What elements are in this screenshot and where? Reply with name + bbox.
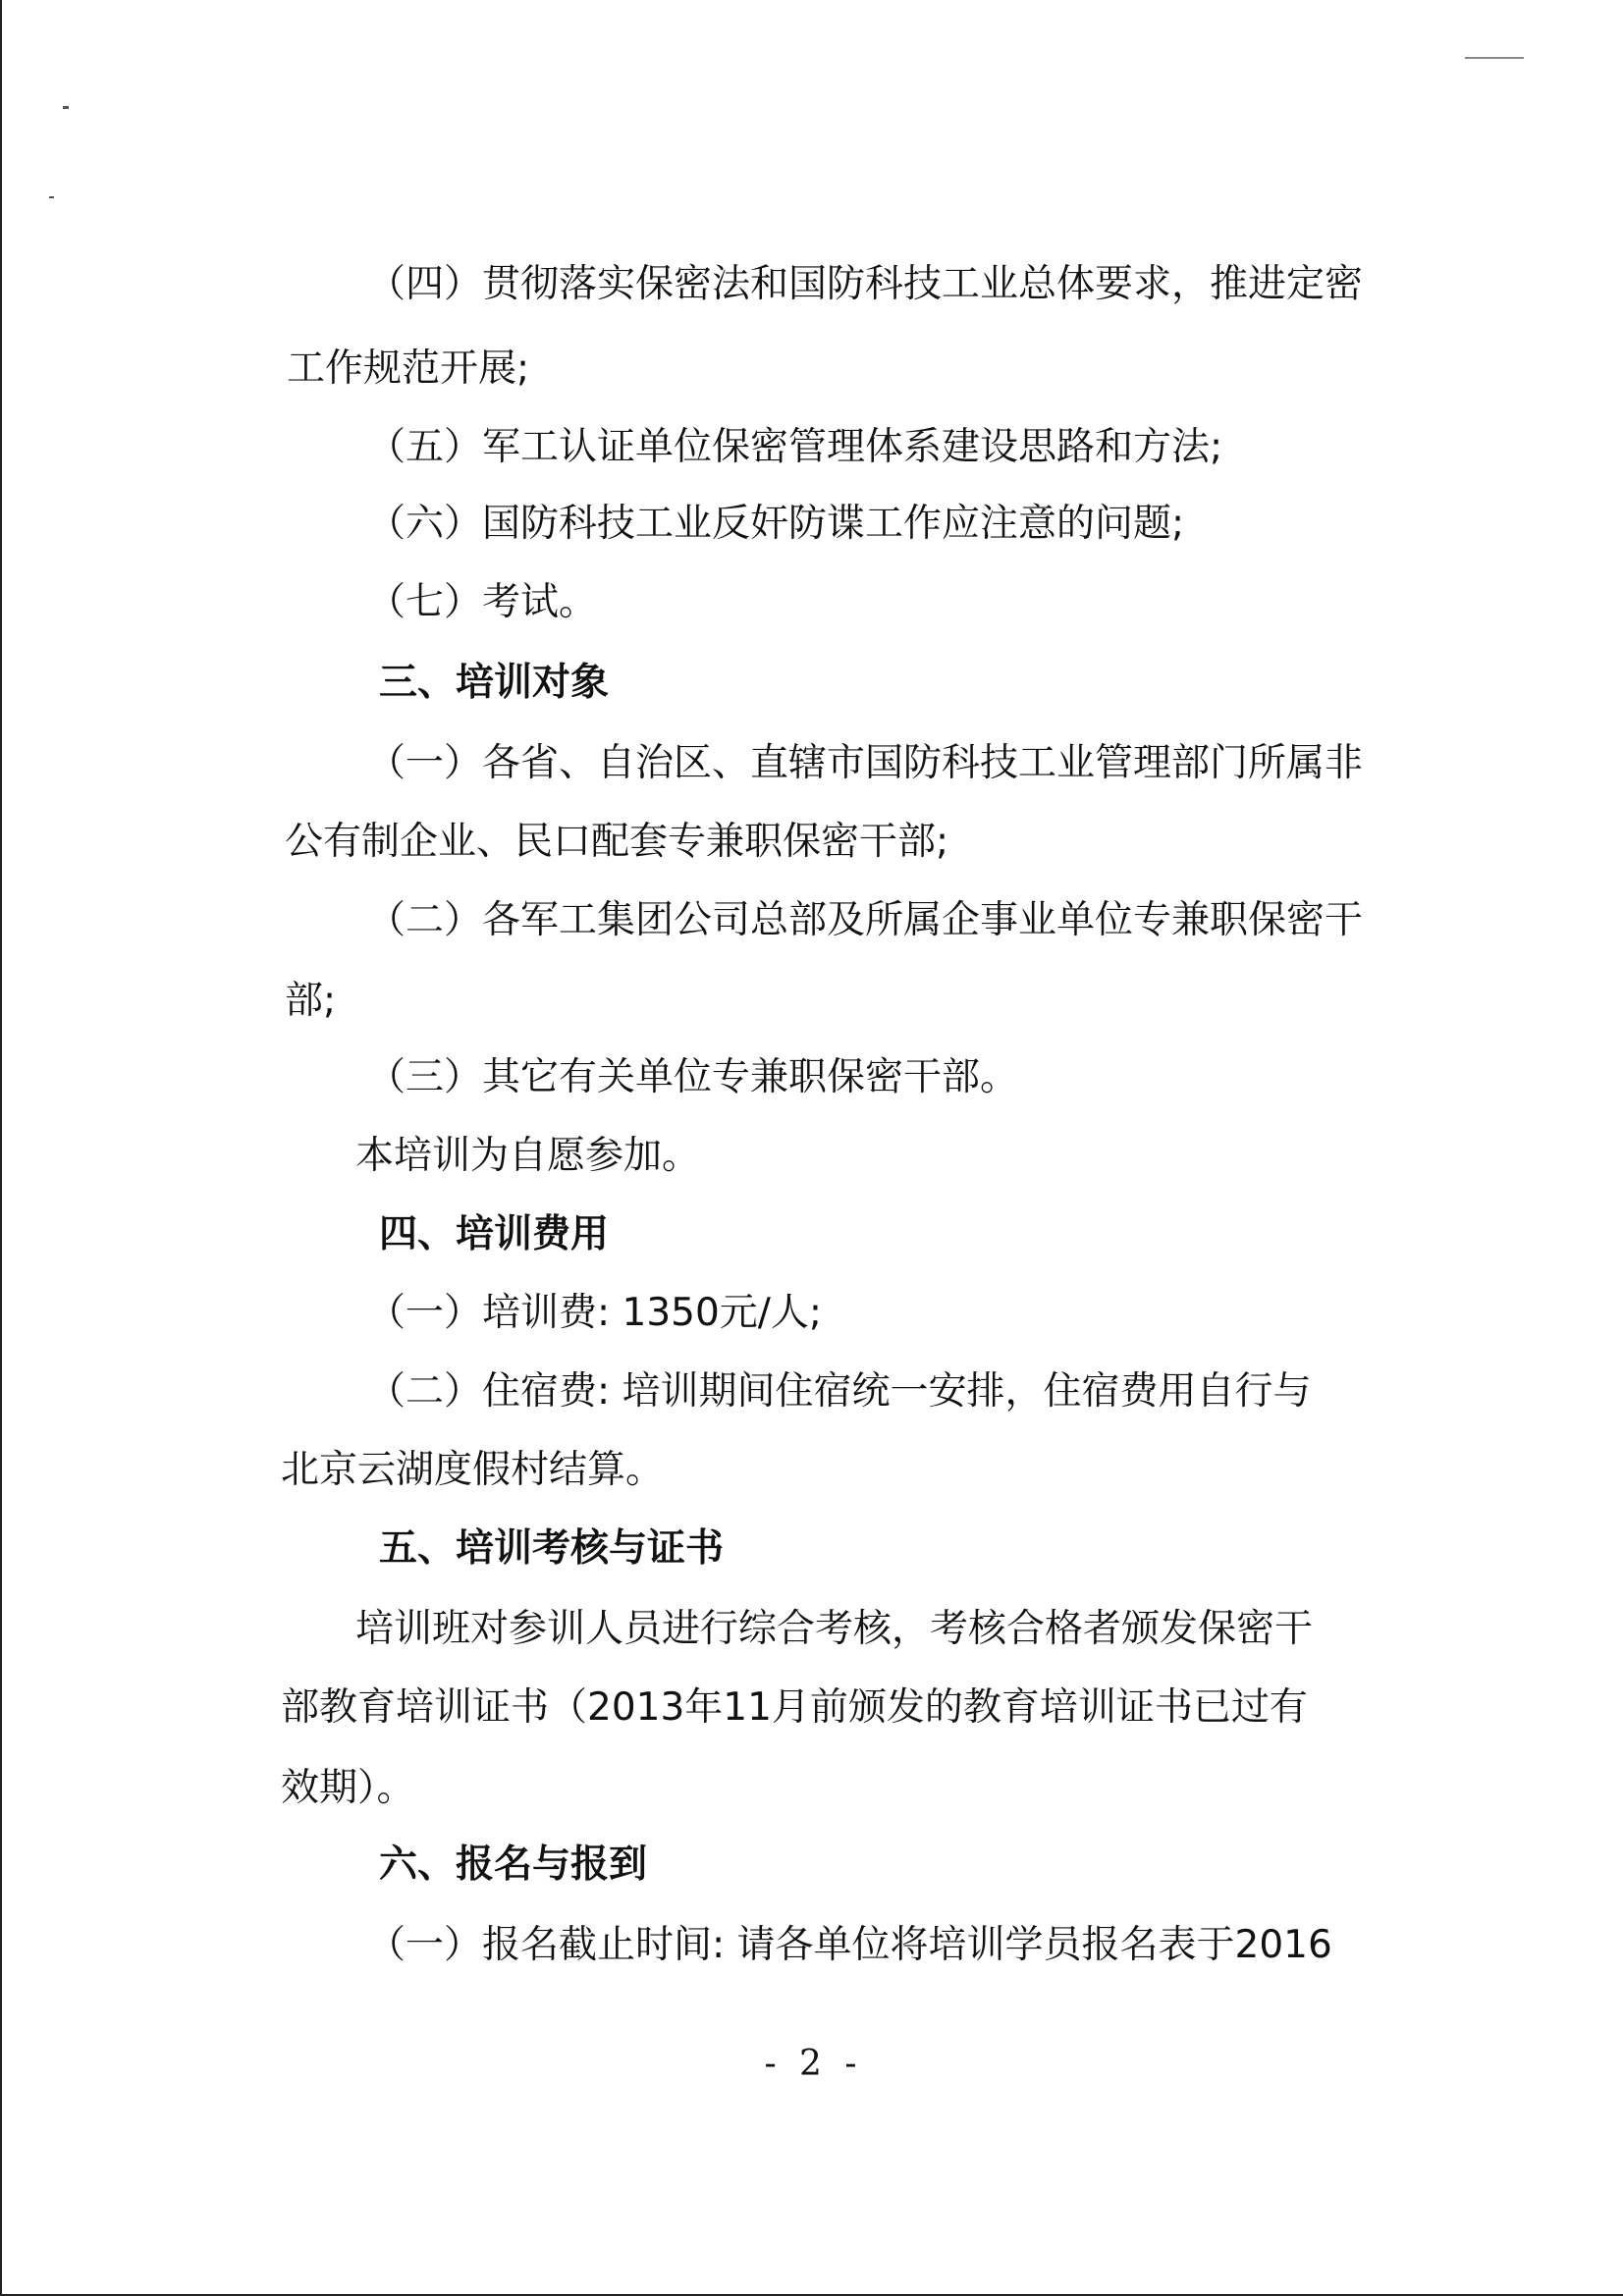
text-line: 效期）。	[281, 1766, 415, 1810]
scan-speck	[1465, 57, 1524, 59]
text-line: （五）军工认证单位保密管理体系建设思路和方法;	[367, 425, 1223, 469]
section-heading: 五、培训考核与证书	[379, 1526, 725, 1571]
text-line: 培训班对参训人员进行综合考核，考核合格者颁发保密干	[355, 1607, 1314, 1651]
section-heading: 四、培训费用	[379, 1212, 610, 1256]
text-line: （四）贯彻落实保密法和国防科技工业总体要求，推进定密	[367, 262, 1364, 306]
text-line: 本培训为自愿参加。	[355, 1134, 701, 1178]
text-line: （一）培训费: 1350元/人;	[367, 1291, 823, 1335]
section-heading: 三、培训对象	[379, 661, 610, 705]
text-line: 部教育培训证书（2013年11月前颁发的教育培训证书已过有	[281, 1685, 1308, 1730]
page-number: - 2 -	[764, 2044, 863, 2084]
text-line: （一）各省、自治区、直辖市国防科技工业管理部门所属非	[367, 741, 1364, 785]
text-line: 公有制企业、民口配套专兼职保密干部;	[285, 820, 949, 864]
section-heading: 六、报名与报到	[379, 1842, 648, 1887]
text-line: 北京云湖度假村结算。	[281, 1448, 665, 1492]
text-line: （二）各军工集团公司总部及所属企事业单位专兼职保密干	[367, 898, 1364, 942]
text-line: （六）国防科技工业反奸防谍工作应注意的问题;	[367, 502, 1185, 546]
scan-speck	[63, 106, 69, 109]
text-line: （三）其它有关单位专兼职保密干部。	[367, 1055, 1019, 1099]
scan-speck	[49, 196, 54, 198]
text-line: 工作规范开展;	[287, 347, 530, 391]
text-line: （七）考试。	[367, 580, 598, 624]
text-line: 部;	[285, 979, 337, 1023]
text-line: （二）住宿费: 培训期间住宿统一安排，住宿费用自行与	[367, 1369, 1312, 1414]
text-line: （一）报名截止时间: 请各单位将培训学员报名表于2016	[367, 1923, 1332, 1967]
